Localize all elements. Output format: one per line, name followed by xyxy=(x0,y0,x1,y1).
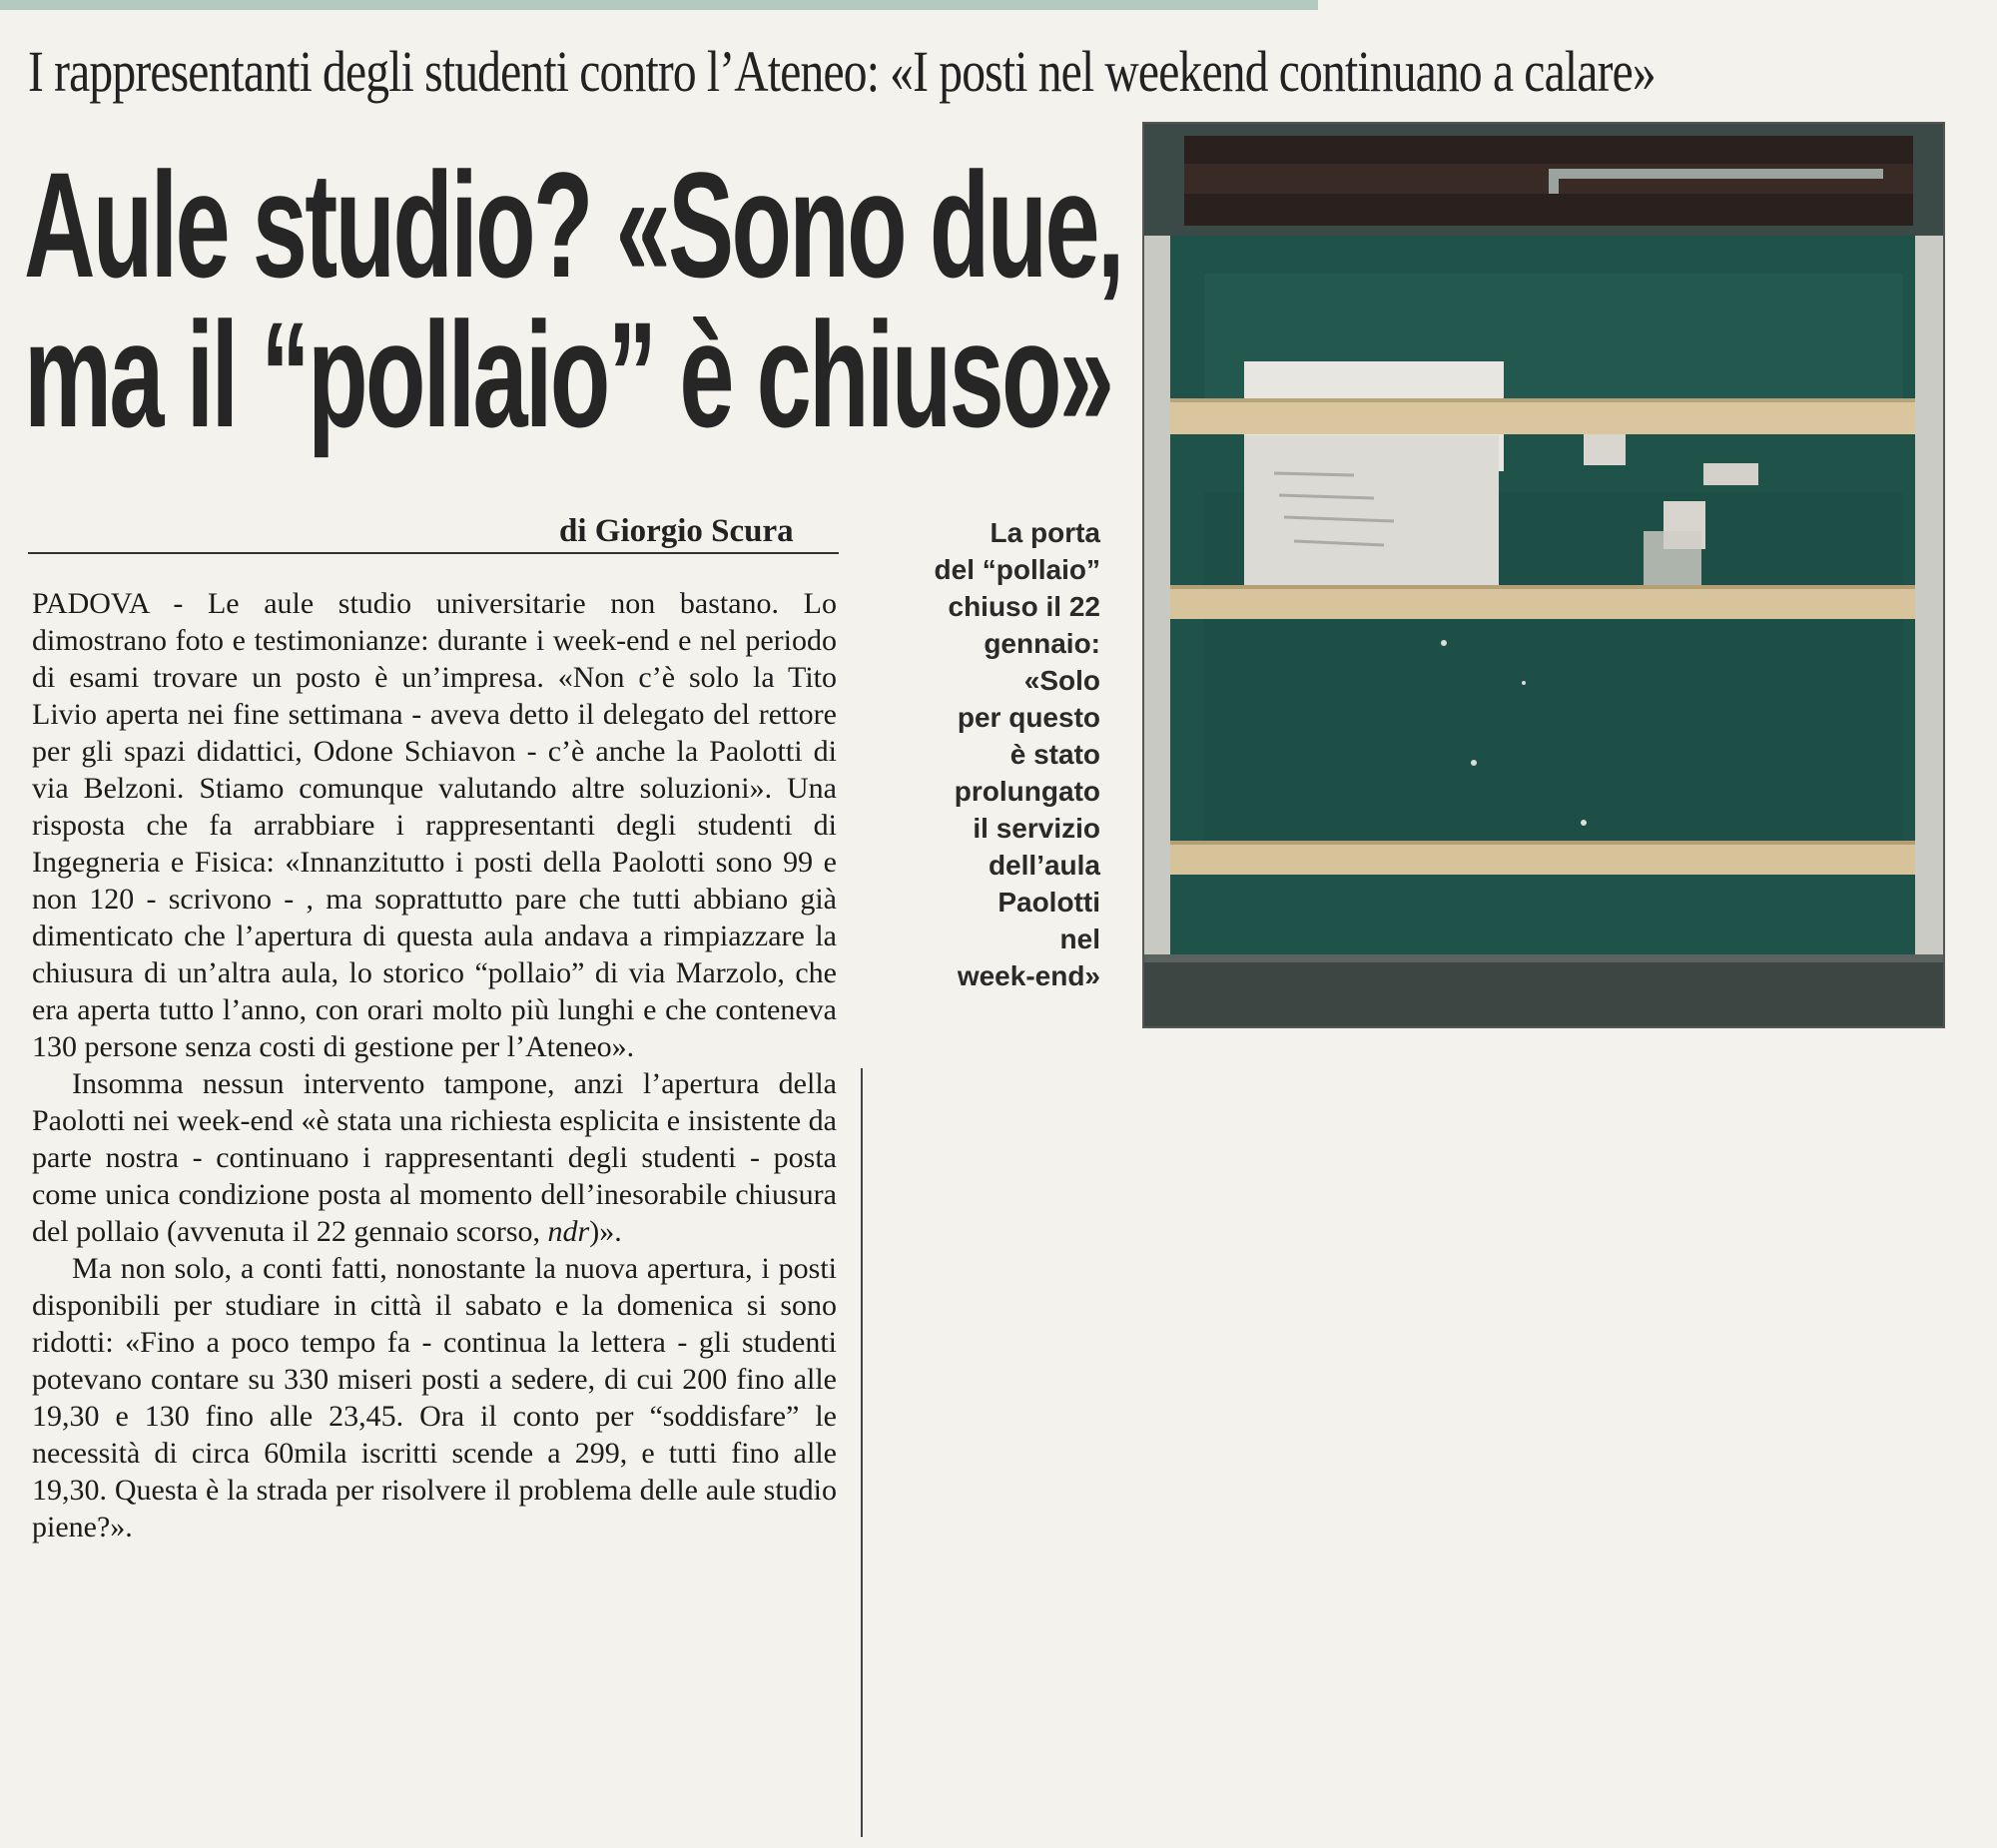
kicker-headline: I rappresentanti degli studenti contro l’Ateneo: «I posti nel weekend continuano a calare» xyxy=(28,39,1656,104)
article-paragraph-3: Ma non solo, a conti fatti, nonostante la nuova apertura, i posti disponibili per studiare in città il sabato e la domenica si sono ridotti: «Fino a poco tempo fa - continua la lettera - gli studenti potevano contare su 330 miseri posti a sedere, di cui 200 fino alle 19,30 e 130 fino alle 23,45. Ora il conto per “soddisfare” le necessità di circa 60mila iscritti scende a 299, e tutti fino alle 19,30. Questa è la strada per risolvere il problema delle aule studio piene?». xyxy=(32,1252,837,1543)
main-headline xyxy=(24,141,1122,458)
closed-door-photo xyxy=(1142,122,1945,1028)
paragraph-2-ndr: ndr xyxy=(547,1215,590,1248)
byline: di Giorgio Scura xyxy=(559,513,794,549)
article-paragraph-2 xyxy=(32,1065,837,1250)
paragraph-2-end: )». xyxy=(589,1215,622,1248)
article-paragraph-1: PADOVA - Le aule studio universitarie non bastano. Lo dimostrano foto e testimonianze: durante i week-end e nel periodo di esami trovare un posto è un’impresa. «Non c’è solo la Tito Livio aperta nei fine settimana - aveva detto il delegato del rettore per gli spazi didattici, Odone Schiavon - c’è anche la Paolotti di via Belzoni. Stiamo comunque valutando altre soluzioni». Una risposta che fa arrabbiare i rappresentanti degli studenti di Ingegneria e Fisica: «Innanzitutto i posti della Paolotti sono 99 e non 120 - scrivono - , ma soprattutto pare che tutti abbiano già dimenticato che l’apertura di questa aula andava a rimpiazzare la chiusura di un’altra aula, lo storico “pollaio” di via Marzolo, che era aperta tutto l’anno, con orari molto più lunghi e che conteneva 130 persone senza costi di gestione per l’Ateneo». xyxy=(32,587,837,1063)
headline-line-1: Aule studio? «Sono due, xyxy=(24,141,1122,308)
door-photo-illustration xyxy=(1144,124,1943,1026)
column-rule xyxy=(861,1068,863,1837)
headline-line-2: ma il “pollaio” è chiuso» xyxy=(24,291,1112,458)
paragraph-2-text: Insomma nessun intervento tampone, anzi l’apertura della Paolotti nei week-end «è stata una richiesta esplicita e insistente da parte nostra - continuano i rappresentanti degli studenti - posta come unica condizione posta al momento dell’inesorabile chiusura del pollaio (avvenuta il 22 gennaio scorso, xyxy=(32,1067,837,1248)
article-body xyxy=(32,585,837,1545)
byline-rule xyxy=(28,552,839,554)
photo-caption: La porta del “pollaio” chiuso il 22 gennaio: «Solo per questo è stato prolungato il servizio dell’aula Paolotti nel week-end» xyxy=(934,517,1100,991)
top-color-strip xyxy=(0,0,1318,10)
